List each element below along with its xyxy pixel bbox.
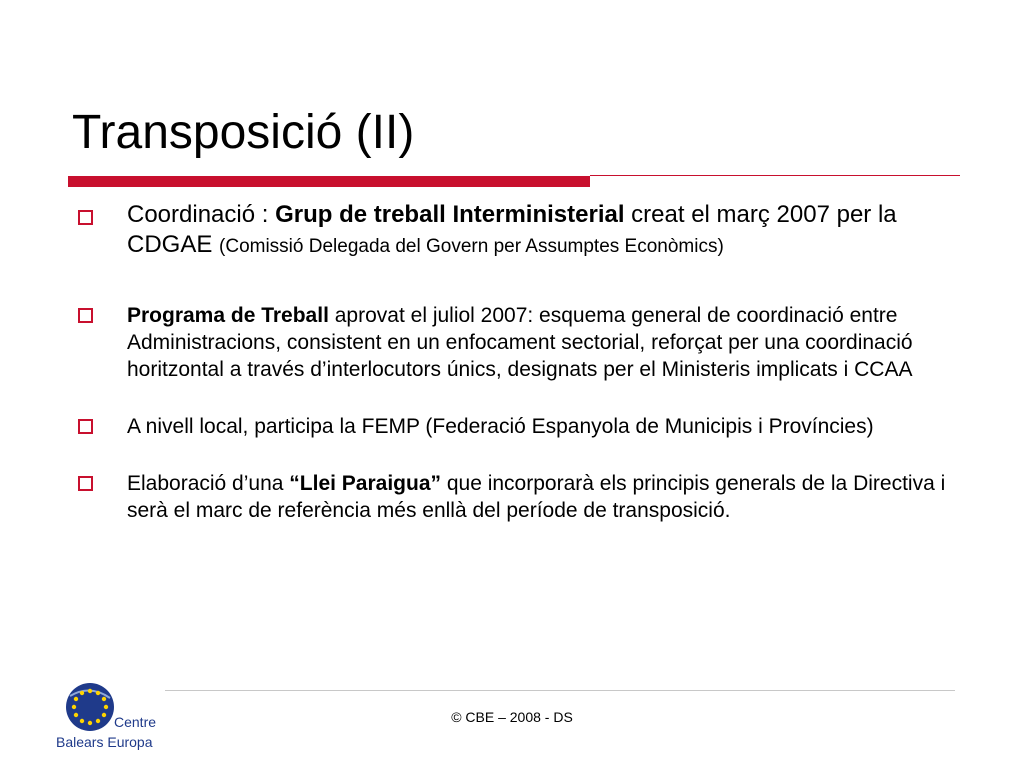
square-bullet-icon (78, 476, 93, 491)
title-underline-thick (68, 176, 590, 187)
square-bullet-icon (78, 419, 93, 434)
bullet-text: A nivell local, participa la FEMP (Federació Espanyola de Municipis i Províncies) (127, 415, 874, 438)
logo-text-centre: Centre (114, 714, 157, 730)
square-bullet-icon (78, 210, 93, 225)
footer-copyright: © CBE – 2008 - DS (451, 709, 573, 725)
bullet-text: Programa de Treball aprovat el juliol 2007: esquema general de coordinació entre Administracions, consistent en un enfocament sectorial, reforçat per una coordinació horitzontal a través d’interlocutors únics, designats per el Ministeris implicats i CCAA (127, 304, 913, 381)
bullet-text: Coordinació : Grup de treball Interministerial creat el març 2007 per la CDGAE (Comissió Delegada del Govern per Assumptes Econòmics) (127, 201, 897, 258)
title-underline-thin (590, 175, 960, 176)
bullet-item-llei-paraigua (72, 470, 952, 524)
bullet-list (72, 200, 952, 524)
bullet-text: Elaboració d’una “Llei Paraigua” que incorporarà els principis generals de la Directiva i serà el marc de referència més enllà del període de transposició. (127, 472, 946, 522)
bullet-item-femp (72, 413, 952, 440)
footer-divider (165, 690, 955, 691)
bullet-item-coordinacio (72, 200, 952, 262)
logo-text-name: Balears Europa (56, 734, 153, 750)
slide-title: Transposició (II) (72, 106, 415, 159)
square-bullet-icon (78, 308, 93, 323)
bullet-item-programa (72, 302, 952, 383)
